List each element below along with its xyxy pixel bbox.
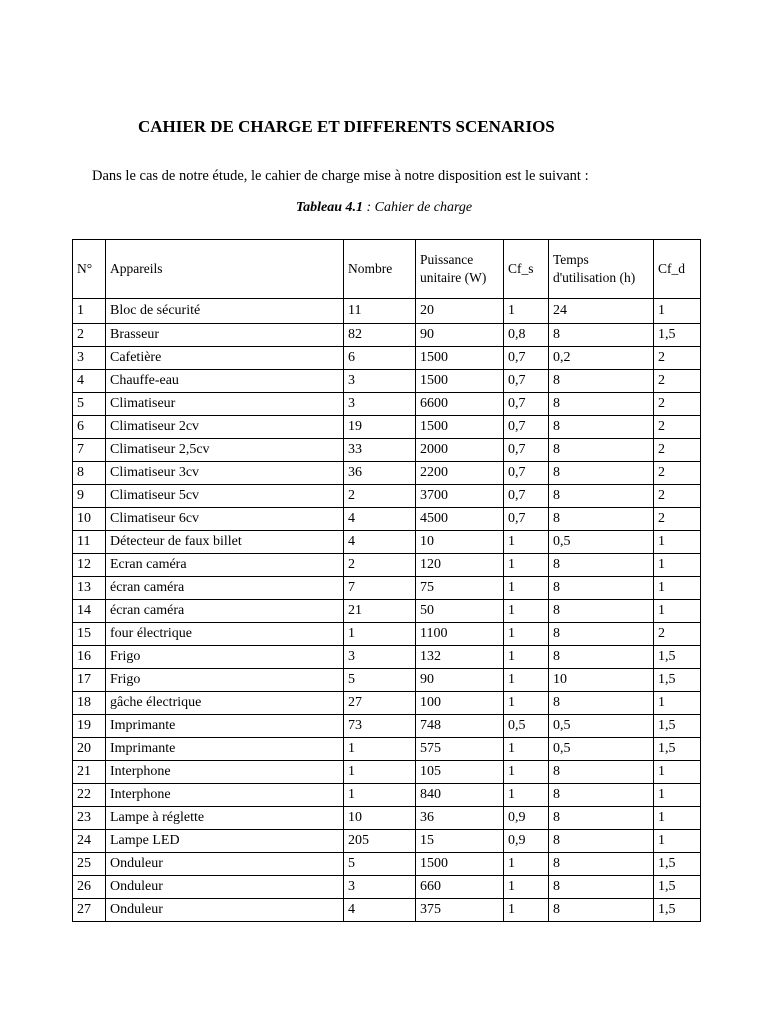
cell-nombre: 73 — [344, 715, 416, 738]
cell-appareil: Imprimante — [106, 738, 344, 761]
cell-cf-s: 1 — [504, 784, 549, 807]
cell-puissance: 1500 — [416, 347, 504, 370]
cell-puissance: 2000 — [416, 439, 504, 462]
cell-appareil: Lampe à réglette — [106, 807, 344, 830]
header-number: N° — [73, 240, 106, 299]
cell-puissance: 105 — [416, 761, 504, 784]
cell-temps: 8 — [549, 807, 654, 830]
cell-cf-s: 1 — [504, 531, 549, 554]
cell-nombre: 19 — [344, 416, 416, 439]
cell-appareil: Frigo — [106, 669, 344, 692]
cell-number: 2 — [73, 324, 106, 347]
cell-number: 9 — [73, 485, 106, 508]
cell-temps: 8 — [549, 416, 654, 439]
cell-puissance: 575 — [416, 738, 504, 761]
cell-nombre: 36 — [344, 462, 416, 485]
header-cf-d: Cf_d — [654, 240, 701, 299]
cell-nombre: 3 — [344, 646, 416, 669]
cell-cf-d: 1 — [654, 577, 701, 600]
cell-cf-d: 2 — [654, 416, 701, 439]
table-row — [73, 462, 701, 485]
cell-number: 25 — [73, 853, 106, 876]
cell-appareil: écran caméra — [106, 577, 344, 600]
cell-cf-d: 2 — [654, 347, 701, 370]
cell-number: 12 — [73, 554, 106, 577]
cell-appareil: Interphone — [106, 761, 344, 784]
cell-cf-d: 1 — [654, 784, 701, 807]
cell-nombre: 1 — [344, 623, 416, 646]
cell-appareil: Climatiseur 5cv — [106, 485, 344, 508]
cell-cf-s: 1 — [504, 876, 549, 899]
cell-temps: 8 — [549, 830, 654, 853]
cell-cf-d: 1 — [654, 554, 701, 577]
table-row — [73, 692, 701, 715]
cell-cf-s: 0,7 — [504, 416, 549, 439]
cell-number: 22 — [73, 784, 106, 807]
cell-cf-s: 1 — [504, 899, 549, 922]
table-row — [73, 577, 701, 600]
cell-puissance: 120 — [416, 554, 504, 577]
cell-cf-s: 0,9 — [504, 807, 549, 830]
table-row — [73, 715, 701, 738]
cell-temps: 8 — [549, 462, 654, 485]
cell-puissance: 1500 — [416, 853, 504, 876]
cell-puissance: 840 — [416, 784, 504, 807]
cell-cf-d: 1 — [654, 531, 701, 554]
cell-appareil: Climatiseur — [106, 393, 344, 416]
cell-temps: 8 — [549, 324, 654, 347]
table-row — [73, 646, 701, 669]
cell-puissance: 20 — [416, 299, 504, 324]
cell-temps: 8 — [549, 876, 654, 899]
cell-number: 18 — [73, 692, 106, 715]
table-header-row — [73, 240, 701, 299]
header-puissance: Puissance unitaire (W) — [416, 240, 504, 299]
table-row — [73, 738, 701, 761]
table-row — [73, 508, 701, 531]
cell-appareil: Ecran caméra — [106, 554, 344, 577]
cell-appareil: Climatiseur 6cv — [106, 508, 344, 531]
cell-cf-d: 1 — [654, 600, 701, 623]
cell-nombre: 10 — [344, 807, 416, 830]
table-row — [73, 324, 701, 347]
cell-cf-s: 1 — [504, 669, 549, 692]
cell-temps: 8 — [549, 600, 654, 623]
cell-temps: 8 — [549, 370, 654, 393]
cell-number: 7 — [73, 439, 106, 462]
cell-temps: 8 — [549, 899, 654, 922]
cell-temps: 24 — [549, 299, 654, 324]
cell-nombre: 1 — [344, 784, 416, 807]
cell-cf-s: 1 — [504, 299, 549, 324]
cell-nombre: 33 — [344, 439, 416, 462]
cell-cf-s: 0,7 — [504, 439, 549, 462]
cell-temps: 8 — [549, 393, 654, 416]
table-row — [73, 830, 701, 853]
cell-temps: 0,5 — [549, 531, 654, 554]
cell-appareil: Bloc de sécurité — [106, 299, 344, 324]
header-temps: Temps d'utilisation (h) — [549, 240, 654, 299]
cell-cf-d: 2 — [654, 370, 701, 393]
cell-number: 11 — [73, 531, 106, 554]
cell-nombre: 2 — [344, 554, 416, 577]
cell-appareil: Lampe LED — [106, 830, 344, 853]
cell-cf-s: 1 — [504, 646, 549, 669]
cell-cf-d: 1 — [654, 761, 701, 784]
cell-nombre: 7 — [344, 577, 416, 600]
table-row — [73, 439, 701, 462]
cell-appareil: Imprimante — [106, 715, 344, 738]
cell-number: 17 — [73, 669, 106, 692]
cell-appareil: Cafetière — [106, 347, 344, 370]
cell-appareil: Climatiseur 2,5cv — [106, 439, 344, 462]
cell-nombre: 3 — [344, 876, 416, 899]
cell-cf-s: 0,7 — [504, 462, 549, 485]
cell-puissance: 4500 — [416, 508, 504, 531]
cell-temps: 8 — [549, 623, 654, 646]
cell-cf-d: 1,5 — [654, 876, 701, 899]
cell-cf-d: 1,5 — [654, 738, 701, 761]
cell-appareil: Onduleur — [106, 853, 344, 876]
cell-puissance: 36 — [416, 807, 504, 830]
table-row — [73, 876, 701, 899]
cell-cf-s: 1 — [504, 692, 549, 715]
cell-nombre: 1 — [344, 761, 416, 784]
cell-number: 1 — [73, 299, 106, 324]
table-row — [73, 853, 701, 876]
table-row — [73, 531, 701, 554]
load-table — [72, 239, 701, 922]
cell-cf-s: 0,7 — [504, 370, 549, 393]
intro-paragraph: Dans le cas de notre étude, le cahier de charge mise à notre disposition est le suivant : — [92, 168, 589, 184]
cell-number: 13 — [73, 577, 106, 600]
cell-puissance: 50 — [416, 600, 504, 623]
cell-temps: 0,5 — [549, 715, 654, 738]
cell-nombre: 1 — [344, 738, 416, 761]
table-row — [73, 807, 701, 830]
cell-puissance: 100 — [416, 692, 504, 715]
cell-nombre: 21 — [344, 600, 416, 623]
cell-cf-s: 0,9 — [504, 830, 549, 853]
header-appareils: Appareils — [106, 240, 344, 299]
cell-temps: 0,2 — [549, 347, 654, 370]
cell-number: 8 — [73, 462, 106, 485]
table-row — [73, 485, 701, 508]
cell-nombre: 4 — [344, 531, 416, 554]
cell-temps: 8 — [549, 485, 654, 508]
cell-number: 5 — [73, 393, 106, 416]
table-row — [73, 600, 701, 623]
cell-cf-s: 1 — [504, 853, 549, 876]
cell-puissance: 3700 — [416, 485, 504, 508]
cell-number: 21 — [73, 761, 106, 784]
table-row — [73, 554, 701, 577]
cell-puissance: 748 — [416, 715, 504, 738]
table-row — [73, 623, 701, 646]
cell-nombre: 5 — [344, 669, 416, 692]
cell-appareil: Chauffe-eau — [106, 370, 344, 393]
table-caption — [0, 200, 768, 216]
cell-puissance: 15 — [416, 830, 504, 853]
table-body — [73, 299, 701, 922]
cell-cf-s: 1 — [504, 600, 549, 623]
cell-temps: 8 — [549, 508, 654, 531]
cell-appareil: gâche électrique — [106, 692, 344, 715]
cell-number: 15 — [73, 623, 106, 646]
cell-cf-d: 1 — [654, 299, 701, 324]
cell-cf-d: 1 — [654, 830, 701, 853]
cell-cf-s: 1 — [504, 738, 549, 761]
cell-temps: 8 — [549, 577, 654, 600]
cell-nombre: 5 — [344, 853, 416, 876]
cell-cf-s: 0,7 — [504, 508, 549, 531]
cell-temps: 10 — [549, 669, 654, 692]
cell-cf-s: 1 — [504, 761, 549, 784]
cell-puissance: 1100 — [416, 623, 504, 646]
cell-temps: 8 — [549, 784, 654, 807]
cell-appareil: Climatiseur 3cv — [106, 462, 344, 485]
cell-puissance: 75 — [416, 577, 504, 600]
cell-cf-s: 0,7 — [504, 485, 549, 508]
cell-nombre: 2 — [344, 485, 416, 508]
table-row — [73, 761, 701, 784]
cell-temps: 8 — [549, 439, 654, 462]
cell-cf-d: 1,5 — [654, 324, 701, 347]
cell-number: 20 — [73, 738, 106, 761]
cell-appareil: four électrique — [106, 623, 344, 646]
cell-number: 3 — [73, 347, 106, 370]
cell-puissance: 375 — [416, 899, 504, 922]
cell-cf-d: 1,5 — [654, 715, 701, 738]
cell-appareil: Climatiseur 2cv — [106, 416, 344, 439]
cell-cf-d: 1,5 — [654, 899, 701, 922]
cell-temps: 8 — [549, 761, 654, 784]
cell-number: 26 — [73, 876, 106, 899]
table-row — [73, 784, 701, 807]
cell-appareil: Frigo — [106, 646, 344, 669]
cell-cf-d: 1,5 — [654, 853, 701, 876]
cell-puissance: 6600 — [416, 393, 504, 416]
cell-nombre: 11 — [344, 299, 416, 324]
cell-number: 10 — [73, 508, 106, 531]
cell-cf-s: 1 — [504, 577, 549, 600]
cell-number: 14 — [73, 600, 106, 623]
cell-puissance: 1500 — [416, 416, 504, 439]
cell-number: 27 — [73, 899, 106, 922]
cell-puissance: 90 — [416, 324, 504, 347]
table-caption-text: : Cahier de charge — [363, 200, 473, 215]
cell-temps: 8 — [549, 554, 654, 577]
cell-nombre: 6 — [344, 347, 416, 370]
cell-number: 6 — [73, 416, 106, 439]
cell-appareil: écran caméra — [106, 600, 344, 623]
cell-nombre: 3 — [344, 370, 416, 393]
document-title: CAHIER DE CHARGE ET DIFFERENTS SCENARIOS — [138, 117, 555, 136]
cell-temps: 0,5 — [549, 738, 654, 761]
cell-cf-s: 0,8 — [504, 324, 549, 347]
cell-puissance: 10 — [416, 531, 504, 554]
cell-nombre: 4 — [344, 899, 416, 922]
cell-nombre: 27 — [344, 692, 416, 715]
cell-puissance: 660 — [416, 876, 504, 899]
cell-number: 24 — [73, 830, 106, 853]
cell-appareil: Interphone — [106, 784, 344, 807]
table-row — [73, 416, 701, 439]
cell-cf-d: 2 — [654, 508, 701, 531]
cell-cf-s: 1 — [504, 554, 549, 577]
cell-appareil: Onduleur — [106, 899, 344, 922]
cell-nombre: 205 — [344, 830, 416, 853]
cell-temps: 8 — [549, 853, 654, 876]
cell-puissance: 1500 — [416, 370, 504, 393]
cell-puissance: 2200 — [416, 462, 504, 485]
cell-cf-d: 1,5 — [654, 646, 701, 669]
cell-cf-s: 1 — [504, 623, 549, 646]
table-row — [73, 347, 701, 370]
cell-cf-d: 2 — [654, 623, 701, 646]
cell-number: 23 — [73, 807, 106, 830]
cell-appareil: Détecteur de faux billet — [106, 531, 344, 554]
cell-cf-s: 0,7 — [504, 347, 549, 370]
table-caption-label: Tableau 4.1 — [295, 200, 364, 215]
cell-cf-d: 1 — [654, 807, 701, 830]
cell-puissance: 132 — [416, 646, 504, 669]
header-cf-s: Cf_s — [504, 240, 549, 299]
cell-number: 19 — [73, 715, 106, 738]
cell-nombre: 4 — [344, 508, 416, 531]
cell-temps: 8 — [549, 692, 654, 715]
cell-appareil: Onduleur — [106, 876, 344, 899]
header-nombre: Nombre — [344, 240, 416, 299]
cell-cf-d: 2 — [654, 462, 701, 485]
table-row — [73, 370, 701, 393]
cell-number: 4 — [73, 370, 106, 393]
cell-nombre: 3 — [344, 393, 416, 416]
cell-temps: 8 — [549, 646, 654, 669]
cell-cf-s: 0,7 — [504, 393, 549, 416]
table-row — [73, 669, 701, 692]
cell-cf-s: 0,5 — [504, 715, 549, 738]
cell-appareil: Brasseur — [106, 324, 344, 347]
cell-number: 16 — [73, 646, 106, 669]
cell-cf-d: 1 — [654, 692, 701, 715]
cell-cf-d: 2 — [654, 393, 701, 416]
table-row — [73, 393, 701, 416]
cell-cf-d: 2 — [654, 485, 701, 508]
table-row — [73, 899, 701, 922]
table-row — [73, 299, 701, 324]
cell-cf-d: 1,5 — [654, 669, 701, 692]
cell-cf-d: 2 — [654, 439, 701, 462]
cell-puissance: 90 — [416, 669, 504, 692]
cell-nombre: 82 — [344, 324, 416, 347]
